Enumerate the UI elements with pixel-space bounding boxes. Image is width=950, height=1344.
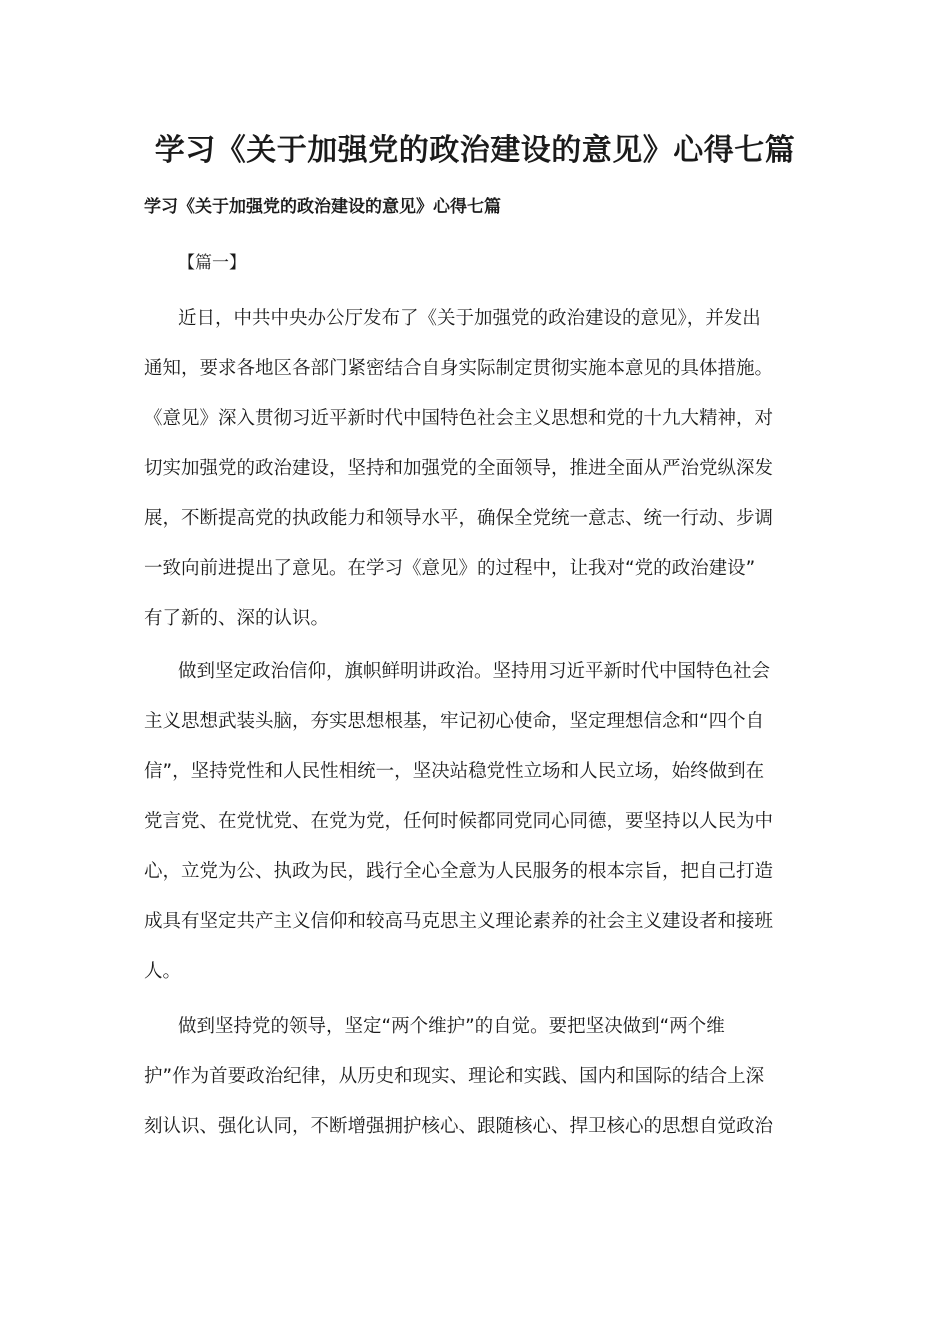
paragraph-line: 党言党、在党忧党、在党为党，任何时候都同党同心同德，要坚持以人民为中 (144, 811, 774, 832)
paragraph-line: 一致向前进提出了意见。在学习《意见》的过程中，让我对“党的政治建设” (144, 558, 756, 579)
paragraph-line: 有了新的、深的认识。 (144, 608, 330, 629)
paragraph-3 (144, 1002, 800, 1152)
paragraph-line: 切实加强党的政治建设，坚持和加强党的全面领导，推进全面从严治党纵深发 (144, 458, 774, 479)
paragraph-line: 人。 (144, 961, 182, 982)
document-title: 学习《关于加强党的政治建设的意见》心得七篇 (154, 133, 796, 168)
paragraph-line: 心，立党为公、执政为民，践行全心全意为人民服务的根本宗旨，把自己打造 (144, 861, 774, 882)
paragraph-line: 近日，中共中央办公厅发布了《关于加强党的政治建设的意见》，并发出 (178, 308, 761, 329)
paragraph-line: 展，不断提高党的执政能力和领导水平，确保全党统一意志、统一行动、步调 (144, 508, 774, 529)
paragraph-line: 通知，要求各地区各部门紧密结合自身实际制定贯彻实施本意见的具体措施。 (144, 358, 774, 379)
paragraph-line: 做到坚定政治信仰，旗帜鲜明讲政治。坚持用习近平新时代中国特色社会 (178, 661, 771, 682)
section-label: 【篇一】 (178, 253, 246, 273)
paragraph-line: 信”，坚持党性和人民性相统一，坚决站稳党性立场和人民立场，始终做到在 (144, 761, 765, 782)
paragraph-line: 主义思想武装头脑，夯实思想根基，牢记初心使命，坚定理想信念和“四个自 (144, 711, 765, 732)
paragraph-line: 成具有坚定共产主义信仰和较高马克思主义理论素养的社会主义建设者和接班 (144, 911, 774, 932)
paragraph-line: 《意见》深入贯彻习近平新时代中国特色社会主义思想和党的十九大精神，对 (144, 408, 774, 429)
paragraph-line: 刻认识、强化认同，不断增强拥护核心、跟随核心、捍卫核心的思想自觉政治 (144, 1116, 774, 1137)
paragraph-line: 做到坚持党的领导，坚定“两个维护”的自觉。要把坚决做到“两个维 (178, 1016, 725, 1037)
paragraph-2 (144, 647, 800, 997)
paragraph-line: 护”作为首要政治纪律，从历史和现实、理论和实践、国内和国际的结合上深 (144, 1066, 765, 1087)
paragraph-1 (144, 294, 800, 644)
document-subtitle: 学习《关于加强党的政治建设的意见》心得七篇 (144, 197, 501, 217)
